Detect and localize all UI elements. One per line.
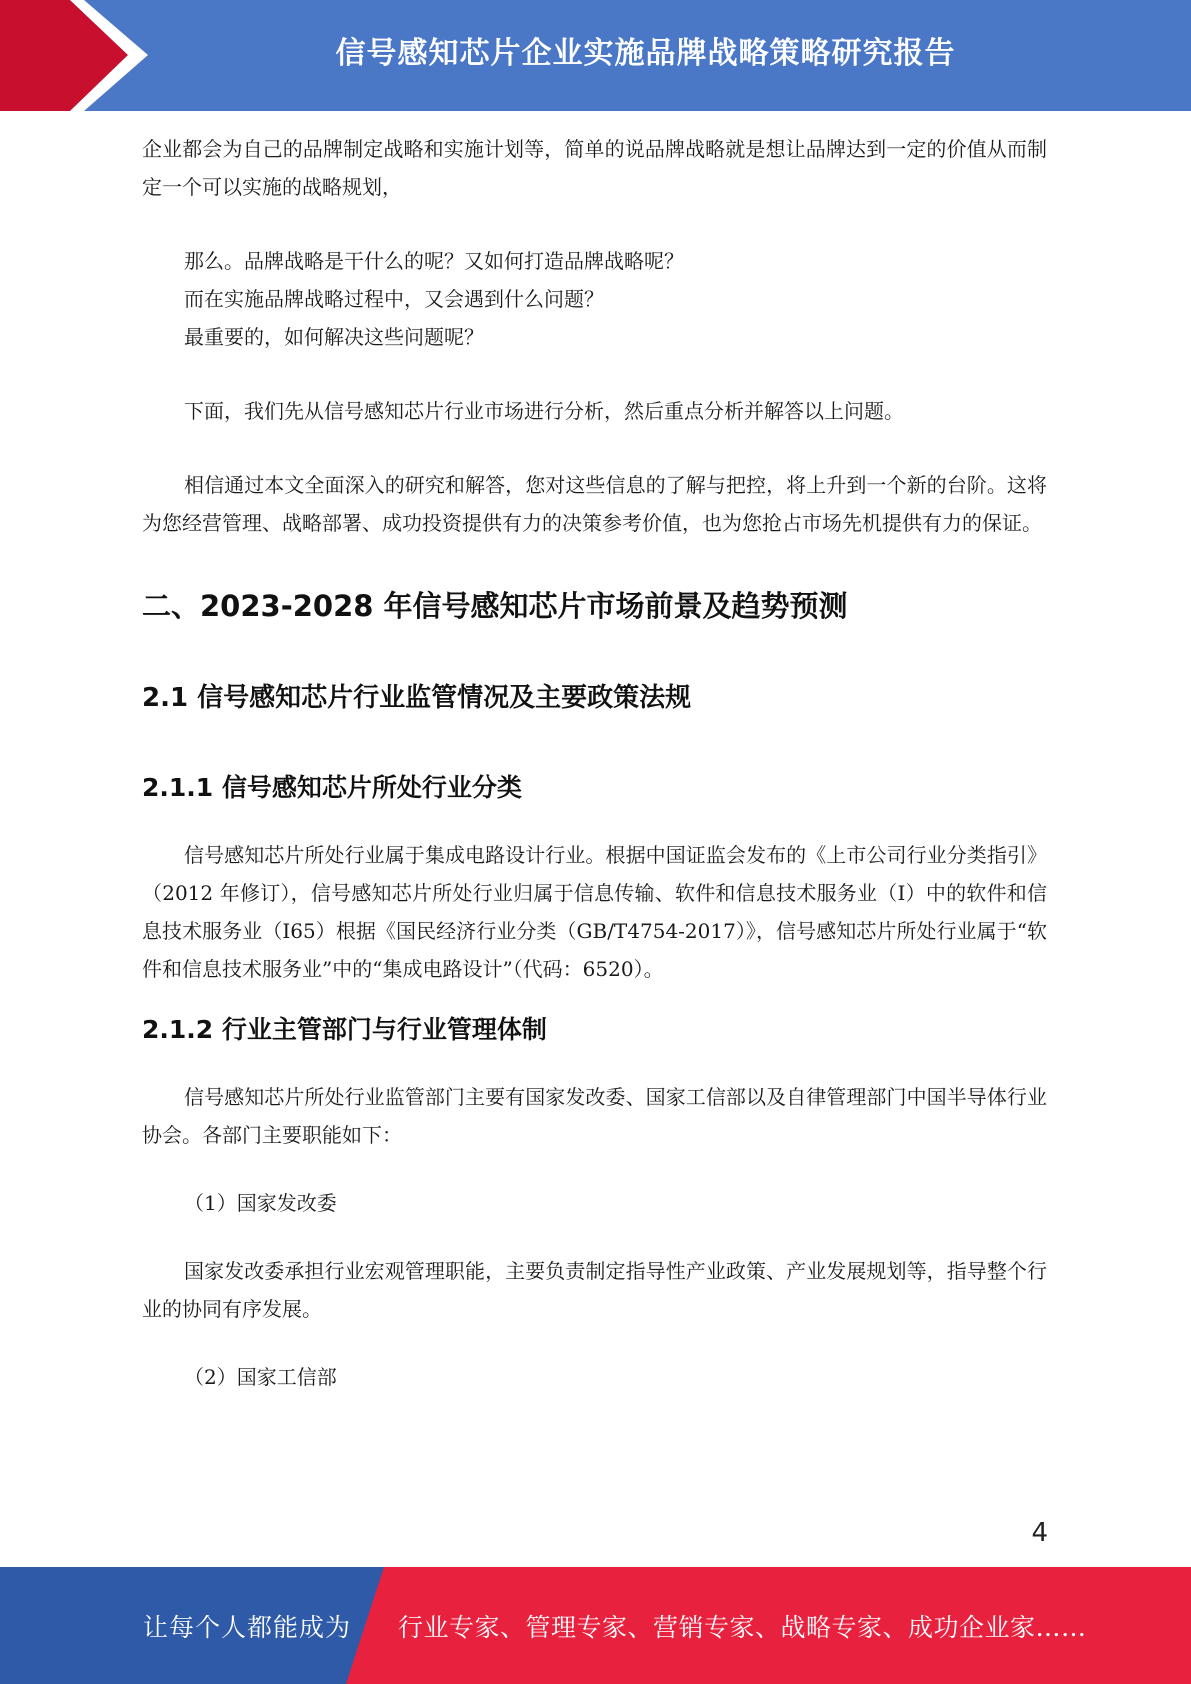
section-2-1-2-heading: 2.1.2 行业主管部门与行业管理体制 [142,1015,547,1044]
regulator-item-1-paragraph: 国家发改委承担行业宏观管理职能，主要负责制定指导性产业政策、产业发展规划等，指导整个行业的协同有序发展。 [142,1259,1047,1321]
value-paragraph: 相信通过本文全面深入的研究和解答，您对这些信息的了解与把控，将上升到一个新的台阶。这将为您经营管理、战略部署、成功投资提供有力的决策参考价值，也为您抢占市场先机提供有力的保证。 [142,473,1047,535]
intro-paragraph: 企业都会为自己的品牌制定战略和实施计划等，简单的说品牌战略就是想让品牌达到一定的价值从而制定一个可以实施的战略规划， [142,137,1047,199]
section-2-1-heading: 2.1 信号感知芯片行业监管情况及主要政策法规 [142,683,692,713]
section-2-1-1-heading: 2.1.1 信号感知芯片所处行业分类 [142,773,522,802]
regulator-item-1: （1）国家发改委 [184,1191,337,1215]
question-2: 而在实施品牌战略过程中，又会遇到什么问题？ [184,287,604,311]
page-header [0,0,1191,111]
question-1: 那么。品牌战略是干什么的呢？又如何打造品牌战略呢？ [184,249,684,273]
regulator-paragraph: 信号感知芯片所处行业监管部门主要有国家发改委、国家工信部以及自律管理部门中国半导体行业协会。各部门主要职能如下： [142,1085,1047,1147]
regulator-item-2: （2）国家工信部 [184,1365,337,1389]
main-content [142,130,1047,1396]
footer-slogan-lead: 让每个人都能成为 [143,1612,352,1642]
industry-classification-paragraph: 信号感知芯片所处行业属于集成电路设计行业。根据中国证监会发布的《上市公司行业分类指引》（2012 年修订），信号感知芯片所处行业归属于信息传输、软件和信息技术服务业（I）中的软件和信息技术服务业（I65）根据《国民经济行业分类（GB/T4754-2017）》，信号感知芯片所处行业属于“软件和信息技术服务业”中的“集成电路设计”（代码：6520）。 [142,843,1047,981]
transition-paragraph: 下面，我们先从信号感知芯片行业市场进行分析，然后重点分析并解答以上问题。 [184,399,904,423]
footer-slogan-roles: 行业专家、管理专家、营销专家、战略专家、成功企业家…… [398,1612,1087,1642]
question-3: 最重要的，如何解决这些问题呢？ [184,325,484,349]
report-title: 信号感知芯片企业实施品牌战略策略研究报告 [335,36,956,71]
page-number: 4 [1031,1518,1048,1548]
section-2-heading: 二、2023-2028 年信号感知芯片市场前景及趋势预测 [142,589,848,623]
page-footer [0,1567,1191,1684]
